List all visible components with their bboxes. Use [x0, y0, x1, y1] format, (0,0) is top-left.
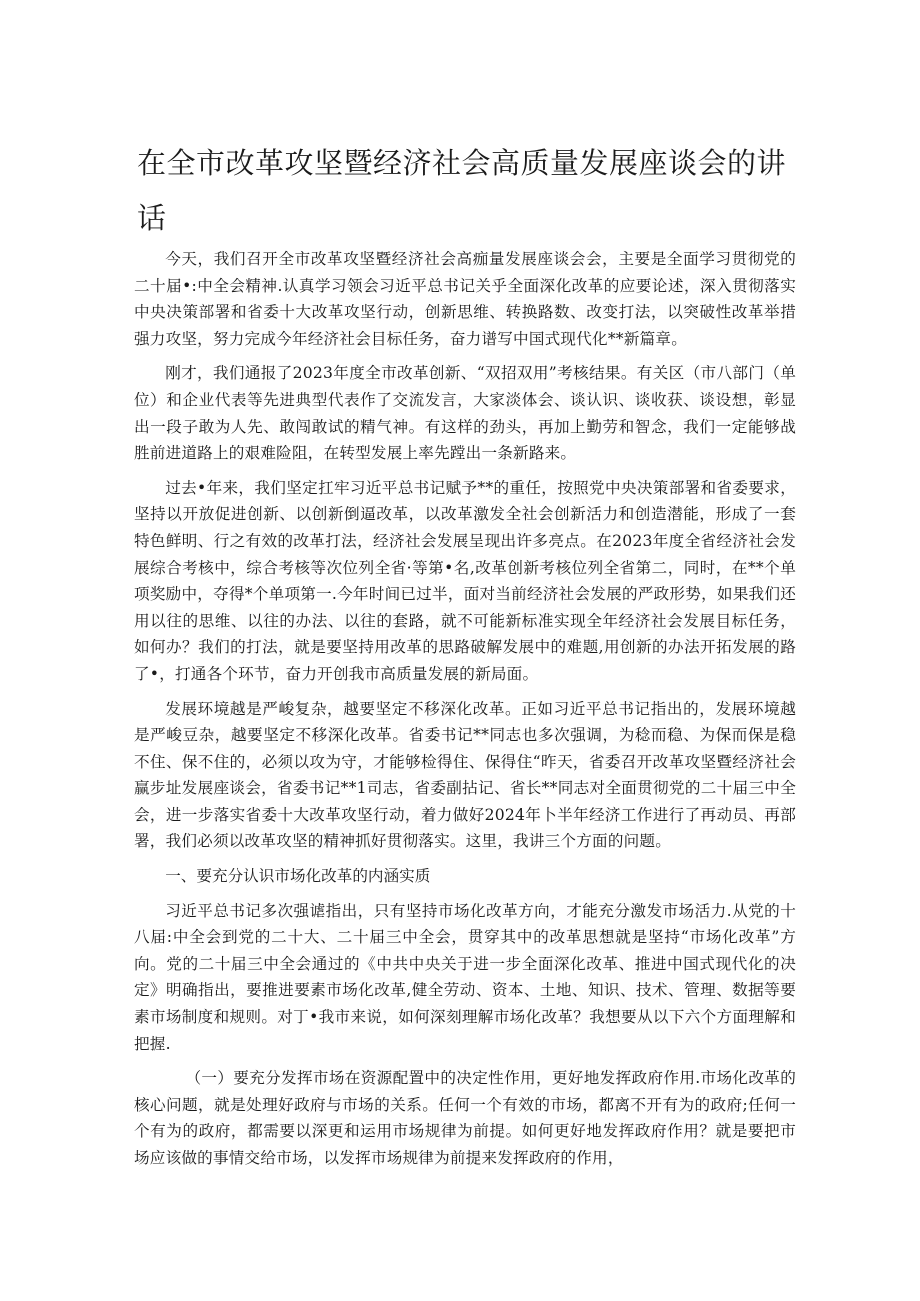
- document-title: 在全市改革攻坚暨经济社会高质量发展座谈会的讲话: [137, 146, 787, 235]
- paragraph-subsection-1: （一）要充分发挥市场在资源配置中的决定性作用，更好地发挥政府作用.市场化改革的核心问题，就是处理好政府与市场的关系。任何一个有效的市场，都离不开有为的政府;任何一个有为的政府，都需要以深更和运用市场规律为前提。如何更好地发挥政府作用？就是要把市场应该做的事情交给市场，以发挥市场规律为前提来发挥政府的作用，: [134, 1069, 796, 1167]
- paragraph-2: 刚才，我们通报了2023年度全市改革创新、“双招双用”考核结果。有关区（市八部门（单位）和企业代表等先进典型代表作了交流发言，大家淡体会、谈认识、谈收获、谈设想，彰显出一段子敢为人先、敢闯敢试的精气神。有这样的劲头，再加上勤劳和智念，我们一定能够战胜前进道路上的艰难险阻，在转型发展上率先蹚出一条新路来。: [134, 364, 796, 463]
- paragraph-4: 发展环境越是严峻复杂，越要坚定不移深化改革。正如习近平总书记指出的，发展环境越是严峻豆杂，越要坚定不移深化改革。省委书记**同志也多次强调，为稔而稳、为保而保是稳不住、保不住的，必须以攻为守，才能够检得住、保得住“昨天，省委召开改革攻坚暨经济社会赢步址发展座谈会，省委书记**1司志，省委副拈记、省长**同志对全面贯彻党的二十届三中全会，进一步落实省委十大改革攻坚行动，着力做好2024年卜半年经济工作进行了再动员、再部署，我们必须以改革攻坚的精神抓好贯彻落实。这里，我讲三个方面的问题。: [134, 699, 796, 851]
- paragraph-1: 今天，我们召开全市改革攻坚暨经济社会高痂量发展座谈会会，主要是全面学习贯彻党的二十届•:中全会精神.认真学习领会习近平总书记关乎全面深化改革的应要论述，深入贯彻落实中央决策部署和省委十大改革攻坚行动，创新思维、转换路数、改变打法，以突破性改革举措强力攻坚，努力完成今年经济社会目标任务，奋力谱写中国式现代化**新篇章。: [134, 250, 796, 348]
- paragraph-3: 过去•年来，我们坚定扛牢习近平总书记赋予**的重任，按照党中央决策部署和省委要求，坚持以开放促进创新、以创新倒逼改革，以改革激发全社会创新活力和创造潜能，形成了一套特色鲜明、行之有效的改革打法，经济社会发展呈现出许多亮点。在2023年度全省经济社会发展综合考核中，综合考核等次位列全省·等第•名,改革创新考核位列全省第二，同时，在**个单项奖励中，夺得*个单项第一.今年时间已过半，面对当前经济社会发展的严政形势，如果我们还用以往的思维、以往的办法、以往的套路，就不可能新标准实现全年经济社会发展目标任务，如何办？我们的打法，就是要坚持用改革的思路破解发展中的难题,用创新的办法开拓发展的路了•，打通各个环节，奋力开创我市高质量发展的新局面。: [134, 478, 796, 683]
- section-heading-1: 一、要充分认识市场化改革的内涵实质: [165, 867, 431, 886]
- paragraph-5: 习近平总书记多次强谑指出，只有坚持市场化改革方向，才能充分激发市场活力.从党的十八届:中全会到党的二十大、二十届三中全会，贯穿其中的改革思想就是坚持“市场化改革”方向。党的二十届三中全会通过的《中共中央关于进一步全面深化改革、推进中国式现代化的决定》明确指出，要推进要素市场化改革,健全劳动、资本、土地、知识、技术、管理、数据等要素市场制度和规则。对丁•我市来说，如何深刻理解市场化改革？我想要从以下六个方面理解和把握.: [134, 901, 796, 1053]
- document-body: [134, 246, 796, 1180]
